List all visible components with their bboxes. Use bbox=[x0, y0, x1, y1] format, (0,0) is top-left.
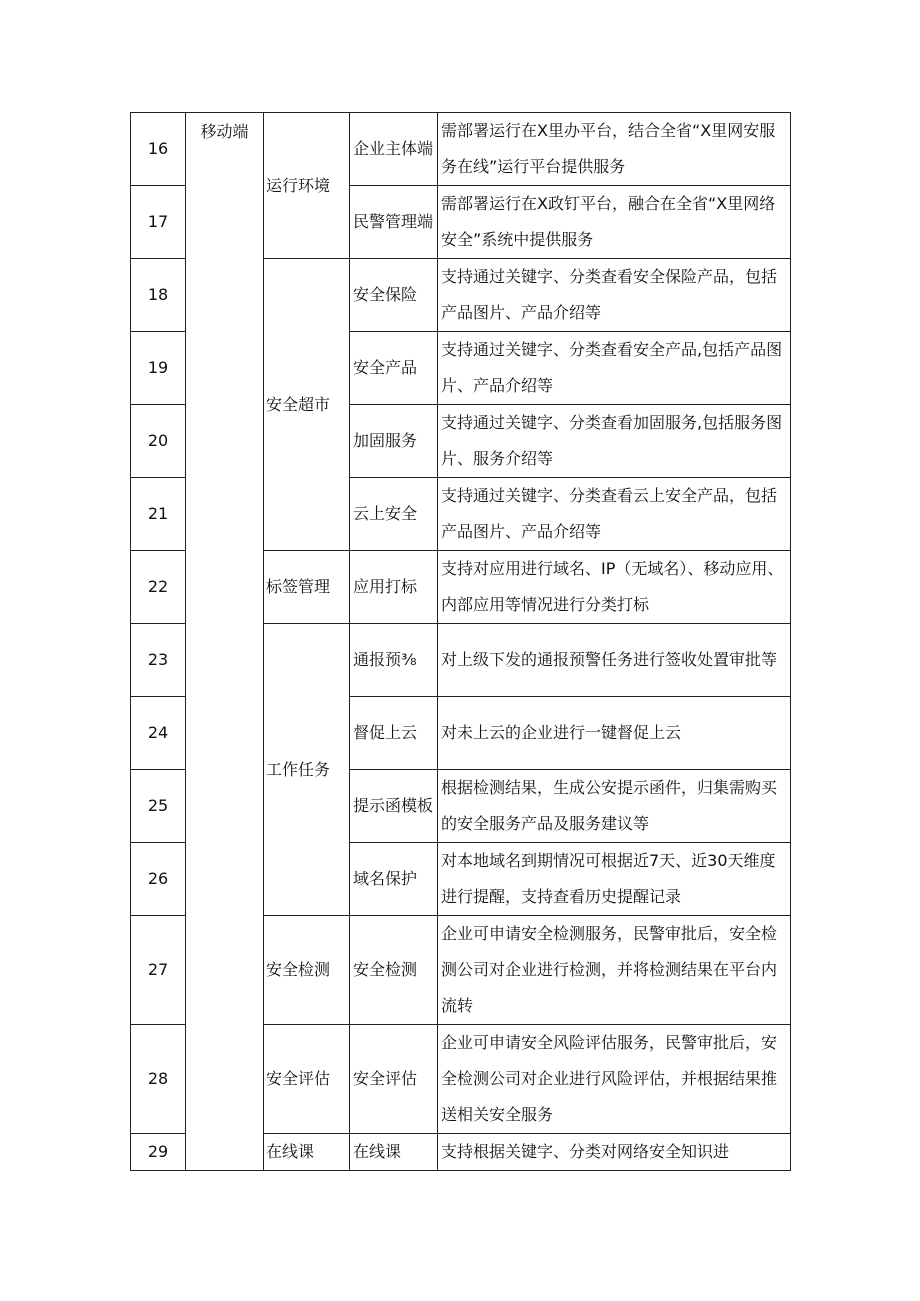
category-cell: 在线课 bbox=[264, 1134, 350, 1171]
subfunction-cell: 企业主体端 bbox=[350, 113, 438, 186]
row-number: 19 bbox=[131, 332, 186, 405]
category-cell: 安全评估 bbox=[264, 1025, 350, 1134]
subfunction-cell: 应用打标 bbox=[350, 551, 438, 624]
row-number: 29 bbox=[131, 1134, 186, 1171]
row-number: 26 bbox=[131, 843, 186, 916]
category-cell: 安全检测 bbox=[264, 916, 350, 1025]
description-cell: 企业可申请安全风险评估服务，民警审批后，安全检测公司对企业进行风险评估，并根据结果推送相关安全服务 bbox=[438, 1025, 791, 1134]
subfunction-cell: 域名保护 bbox=[350, 843, 438, 916]
subfunction-cell: 安全产品 bbox=[350, 332, 438, 405]
row-number: 16 bbox=[131, 113, 186, 186]
description-cell: 需部署运行在X里办平台，结合全省“X里网安服务在线”运行平台提供服务 bbox=[438, 113, 791, 186]
subfunction-cell: 提示函模板 bbox=[350, 770, 438, 843]
row-number: 17 bbox=[131, 186, 186, 259]
subfunction-cell: 民警管理端 bbox=[350, 186, 438, 259]
description-cell: 企业可申请安全检测服务，民警审批后，安全检测公司对企业进行检测，并将检测结果在平台内流转 bbox=[438, 916, 791, 1025]
row-number: 23 bbox=[131, 624, 186, 697]
category-cell: 工作任务 bbox=[264, 624, 350, 916]
row-number: 21 bbox=[131, 478, 186, 551]
category-cell: 标签管理 bbox=[264, 551, 350, 624]
row-number: 25 bbox=[131, 770, 186, 843]
category-cell: 运行环境 bbox=[264, 113, 350, 259]
row-number: 22 bbox=[131, 551, 186, 624]
subfunction-cell: 安全检测 bbox=[350, 916, 438, 1025]
description-cell: 根据检测结果，生成公安提示函件，归集需购买的安全服务产品及服务建议等 bbox=[438, 770, 791, 843]
description-cell: 支持通过关键字、分类查看云上安全产品，包括产品图片、产品介绍等 bbox=[438, 478, 791, 551]
subfunction-cell: 通报预⅜ bbox=[350, 624, 438, 697]
description-cell: 支持通过关键字、分类查看加固服务,包括服务图片、服务介绍等 bbox=[438, 405, 791, 478]
module-cell: 移动端 bbox=[186, 113, 264, 1171]
description-cell: 对未上云的企业进行一键督促上云 bbox=[438, 697, 791, 770]
row-number: 24 bbox=[131, 697, 186, 770]
row-number: 27 bbox=[131, 916, 186, 1025]
subfunction-cell: 加固服务 bbox=[350, 405, 438, 478]
description-cell: 支持通过关键字、分类查看安全产品,包括产品图片、产品介绍等 bbox=[438, 332, 791, 405]
description-cell: 支持通过关键字、分类查看安全保险产品，包括产品图片、产品介绍等 bbox=[438, 259, 791, 332]
description-cell: 支持对应用进行域名、IP（无域名）、移动应用、内部应用等情况进行分类打标 bbox=[438, 551, 791, 624]
description-cell: 对本地域名到期情况可根据近7天、近30天维度进行提醒，支持查看历史提醒记录 bbox=[438, 843, 791, 916]
row-number: 20 bbox=[131, 405, 186, 478]
function-table bbox=[130, 112, 791, 1171]
row-number: 28 bbox=[131, 1025, 186, 1134]
row-number: 18 bbox=[131, 259, 186, 332]
subfunction-cell: 督促上云 bbox=[350, 697, 438, 770]
description-cell: 对上级下发的通报预警任务进行签收处置审批等 bbox=[438, 624, 791, 697]
description-cell: 支持根据关键字、分类对网络安全知识进 bbox=[438, 1134, 791, 1171]
description-cell: 需部署运行在X政钉平台，融合在全省“X里网络安全”系统中提供服务 bbox=[438, 186, 791, 259]
subfunction-cell: 安全保险 bbox=[350, 259, 438, 332]
subfunction-cell: 在线课 bbox=[350, 1134, 438, 1171]
subfunction-cell: 云上安全 bbox=[350, 478, 438, 551]
table-row bbox=[131, 113, 791, 186]
subfunction-cell: 安全评估 bbox=[350, 1025, 438, 1134]
category-cell: 安全超市 bbox=[264, 259, 350, 551]
